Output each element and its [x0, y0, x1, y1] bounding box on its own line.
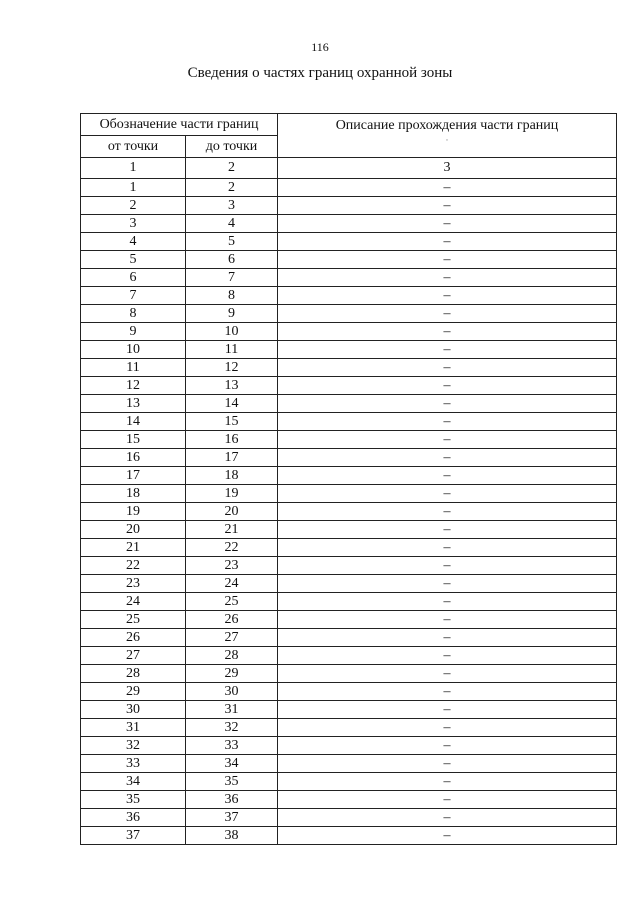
- table-row: [81, 179, 617, 197]
- to-point-cell: 33: [186, 737, 278, 755]
- description-cell: –: [278, 377, 617, 395]
- description-header: [278, 114, 617, 158]
- to-point-cell: 14: [186, 395, 278, 413]
- table-row: [81, 827, 617, 845]
- table-row: [81, 197, 617, 215]
- table-row: [81, 341, 617, 359]
- description-cell: –: [278, 557, 617, 575]
- from-point-cell: 28: [81, 665, 186, 683]
- to-point-cell: 35: [186, 773, 278, 791]
- from-point-cell: 11: [81, 359, 186, 377]
- table-row: [81, 737, 617, 755]
- description-cell: –: [278, 269, 617, 287]
- table-row: [81, 755, 617, 773]
- from-point-cell: 19: [81, 503, 186, 521]
- to-point-cell: 7: [186, 269, 278, 287]
- table-header: [81, 114, 617, 179]
- description-cell: –: [278, 197, 617, 215]
- table-row: [81, 377, 617, 395]
- description-cell: –: [278, 179, 617, 197]
- from-point-cell: 35: [81, 791, 186, 809]
- table-row: [81, 791, 617, 809]
- to-point-cell: 10: [186, 323, 278, 341]
- table-row: [81, 593, 617, 611]
- description-header-mark: ·: [445, 135, 449, 145]
- to-point-cell: 38: [186, 827, 278, 845]
- to-point-cell: 29: [186, 665, 278, 683]
- from-point-cell: 34: [81, 773, 186, 791]
- to-point-cell: 12: [186, 359, 278, 377]
- description-cell: –: [278, 773, 617, 791]
- from-point-cell: 13: [81, 395, 186, 413]
- from-point-cell: 29: [81, 683, 186, 701]
- from-point-cell: 30: [81, 701, 186, 719]
- table-row: [81, 557, 617, 575]
- table-row: [81, 215, 617, 233]
- to-point-cell: 8: [186, 287, 278, 305]
- table-row: [81, 539, 617, 557]
- from-point-header: от точки: [81, 136, 186, 158]
- column-number-1: 1: [81, 158, 186, 179]
- to-point-cell: 20: [186, 503, 278, 521]
- from-point-cell: 33: [81, 755, 186, 773]
- table-row: [81, 287, 617, 305]
- to-point-cell: 28: [186, 647, 278, 665]
- from-point-cell: 6: [81, 269, 186, 287]
- to-point-cell: 23: [186, 557, 278, 575]
- header-row: [81, 114, 617, 136]
- from-point-cell: 26: [81, 629, 186, 647]
- table-row: [81, 395, 617, 413]
- description-cell: –: [278, 287, 617, 305]
- from-point-cell: 2: [81, 197, 186, 215]
- description-cell: –: [278, 485, 617, 503]
- from-point-cell: 37: [81, 827, 186, 845]
- description-cell: –: [278, 827, 617, 845]
- description-cell: –: [278, 575, 617, 593]
- from-point-cell: 16: [81, 449, 186, 467]
- description-cell: –: [278, 629, 617, 647]
- table-row: [81, 359, 617, 377]
- to-point-cell: 17: [186, 449, 278, 467]
- to-point-cell: 22: [186, 539, 278, 557]
- description-cell: –: [278, 215, 617, 233]
- description-cell: –: [278, 611, 617, 629]
- from-point-cell: 31: [81, 719, 186, 737]
- description-cell: –: [278, 647, 617, 665]
- table-row: [81, 485, 617, 503]
- table-row: [81, 611, 617, 629]
- table-row: [81, 413, 617, 431]
- from-point-cell: 7: [81, 287, 186, 305]
- to-point-cell: 26: [186, 611, 278, 629]
- to-point-cell: 5: [186, 233, 278, 251]
- to-point-cell: 6: [186, 251, 278, 269]
- from-point-cell: 8: [81, 305, 186, 323]
- table-row: [81, 251, 617, 269]
- table-row: [81, 467, 617, 485]
- to-point-cell: 24: [186, 575, 278, 593]
- table-row: [81, 503, 617, 521]
- description-cell: –: [278, 395, 617, 413]
- table-row: [81, 575, 617, 593]
- from-point-cell: 20: [81, 521, 186, 539]
- description-cell: –: [278, 719, 617, 737]
- column-number-2: 2: [186, 158, 278, 179]
- from-point-cell: 4: [81, 233, 186, 251]
- description-cell: –: [278, 431, 617, 449]
- table-row: [81, 305, 617, 323]
- description-cell: –: [278, 593, 617, 611]
- description-header-label: Описание прохождения части границ: [335, 118, 559, 133]
- from-point-cell: 24: [81, 593, 186, 611]
- to-point-cell: 4: [186, 215, 278, 233]
- page-number: 116: [311, 40, 329, 54]
- to-point-cell: 18: [186, 467, 278, 485]
- from-point-cell: 32: [81, 737, 186, 755]
- table-row: [81, 233, 617, 251]
- table-row: [81, 521, 617, 539]
- table-row: [81, 683, 617, 701]
- description-cell: –: [278, 251, 617, 269]
- to-point-cell: 19: [186, 485, 278, 503]
- description-cell: –: [278, 683, 617, 701]
- description-cell: –: [278, 305, 617, 323]
- description-cell: –: [278, 755, 617, 773]
- description-cell: –: [278, 449, 617, 467]
- to-point-cell: 31: [186, 701, 278, 719]
- description-cell: –: [278, 791, 617, 809]
- description-cell: –: [278, 341, 617, 359]
- from-point-cell: 17: [81, 467, 186, 485]
- from-point-cell: 5: [81, 251, 186, 269]
- table-row: [81, 449, 617, 467]
- from-point-cell: 9: [81, 323, 186, 341]
- to-point-cell: 34: [186, 755, 278, 773]
- column-number-row: [81, 158, 617, 179]
- to-point-cell: 16: [186, 431, 278, 449]
- to-point-cell: 13: [186, 377, 278, 395]
- column-number-3: 3: [278, 158, 617, 179]
- table-row: [81, 809, 617, 827]
- to-point-cell: 37: [186, 809, 278, 827]
- description-cell: –: [278, 467, 617, 485]
- from-point-cell: 14: [81, 413, 186, 431]
- description-cell: –: [278, 737, 617, 755]
- from-point-cell: 36: [81, 809, 186, 827]
- from-point-cell: 27: [81, 647, 186, 665]
- table-row: [81, 269, 617, 287]
- from-point-cell: 15: [81, 431, 186, 449]
- from-point-cell: 10: [81, 341, 186, 359]
- description-cell: –: [278, 359, 617, 377]
- from-point-cell: 25: [81, 611, 186, 629]
- to-point-cell: 36: [186, 791, 278, 809]
- table-row: [81, 719, 617, 737]
- to-point-cell: 3: [186, 197, 278, 215]
- from-point-cell: 18: [81, 485, 186, 503]
- from-point-cell: 3: [81, 215, 186, 233]
- table-row: [81, 665, 617, 683]
- description-cell: –: [278, 521, 617, 539]
- to-point-cell: 9: [186, 305, 278, 323]
- table-row: [81, 701, 617, 719]
- to-point-cell: 30: [186, 683, 278, 701]
- table-row: [81, 647, 617, 665]
- from-point-cell: 23: [81, 575, 186, 593]
- boundary-parts-table: [80, 113, 617, 845]
- table-row: [81, 773, 617, 791]
- from-point-cell: 21: [81, 539, 186, 557]
- table-body: [81, 179, 617, 845]
- table-row: [81, 431, 617, 449]
- description-cell: –: [278, 701, 617, 719]
- from-point-cell: 22: [81, 557, 186, 575]
- description-cell: –: [278, 503, 617, 521]
- page-title: Сведения о частях границ охранной зоны: [187, 65, 453, 81]
- to-point-cell: 21: [186, 521, 278, 539]
- description-cell: –: [278, 809, 617, 827]
- description-cell: –: [278, 665, 617, 683]
- to-point-cell: 27: [186, 629, 278, 647]
- boundary-designation-header: Обозначение части границ: [81, 114, 278, 136]
- to-point-cell: 2: [186, 179, 278, 197]
- table-row: [81, 323, 617, 341]
- description-cell: –: [278, 539, 617, 557]
- to-point-cell: 25: [186, 593, 278, 611]
- to-point-cell: 32: [186, 719, 278, 737]
- description-cell: –: [278, 323, 617, 341]
- to-point-header: до точки: [186, 136, 278, 158]
- from-point-cell: 1: [81, 179, 186, 197]
- from-point-cell: 12: [81, 377, 186, 395]
- to-point-cell: 11: [186, 341, 278, 359]
- to-point-cell: 15: [186, 413, 278, 431]
- table-row: [81, 629, 617, 647]
- description-cell: –: [278, 233, 617, 251]
- description-cell: –: [278, 413, 617, 431]
